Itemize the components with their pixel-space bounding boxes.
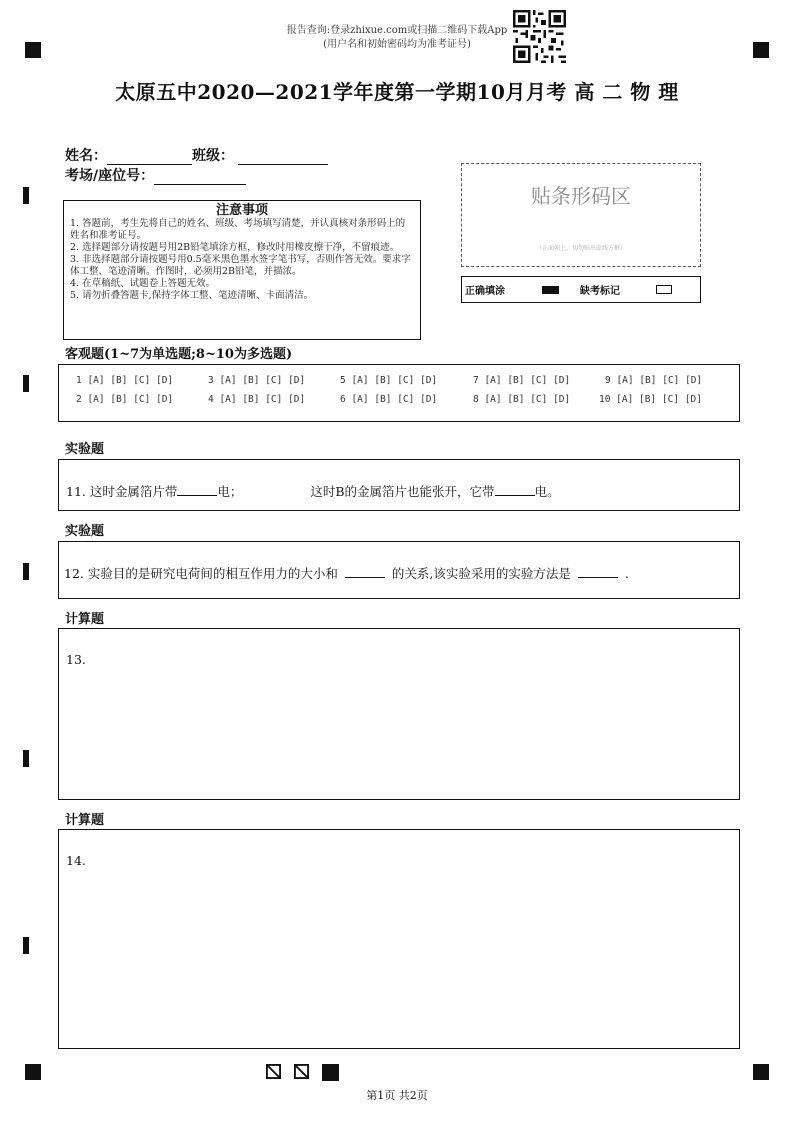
choice-q3[interactable]: 3 [A] [B] [C] [D] <box>208 375 306 386</box>
report-query-line2: (用户名和初始密码均为准考证号) <box>323 39 471 50</box>
page-title: 太原五中2020—2021学年度第一学期10月月考 高 二 物 理 <box>115 80 679 104</box>
timing-mark <box>23 563 29 580</box>
qr-code-icon <box>513 10 566 63</box>
choice-q2[interactable]: 2 [A] [B] [C] [D] <box>76 394 174 405</box>
notice-item: 4. 在草稿纸、试题卷上答题无效。 <box>70 278 216 289</box>
notice-item: 5. 请勿折叠答题卡,保持字体工整、笔迹清晰、卡面清洁。 <box>70 290 314 301</box>
page-number: 第1页 共2页 <box>366 1089 428 1102</box>
q11-section-label: 实验题 <box>65 442 105 457</box>
q11-text-part1: 11. 这时金属箔片带 <box>66 484 178 499</box>
q14-answer-box[interactable] <box>58 829 740 1049</box>
alignment-mark-bottom-left <box>25 1064 41 1080</box>
solid-square-icon <box>322 1064 339 1081</box>
choice-q6[interactable]: 6 [A] [B] [C] [D] <box>340 394 438 405</box>
class-label: 班级： <box>192 148 234 164</box>
name-label: 姓名： <box>65 148 107 164</box>
notice-item: 2. 选择题部分请按题号用2B铅笔填涂方框，修改时用橡皮擦干净，不留痕迹。 <box>70 242 400 253</box>
choice-q1[interactable]: 1 [A] [B] [C] [D] <box>76 375 174 386</box>
fill-legend <box>461 276 701 303</box>
q11-blank-1[interactable] <box>177 495 217 496</box>
room-seat-field[interactable] <box>154 170 246 185</box>
notice-item: 1. 答题前，考生先将自己的姓名、班级、考场填写清楚，并认真核对条形码上的姓名和准考证号。 <box>70 218 406 241</box>
timing-mark <box>23 750 29 767</box>
q11-text-part3: 这时B的金属箔片也能张开，它带 <box>310 484 495 499</box>
objective-section-label: 客观题(1~7为单选题;8~10为多选题) <box>65 347 293 362</box>
absent-box-checkbox[interactable] <box>656 285 672 294</box>
objective-answer-box <box>58 364 740 422</box>
barcode-area-hint: （正面朝上，切勿贴出虚线方框） <box>535 245 626 252</box>
q11-text-part2: 电； <box>217 484 243 499</box>
q11-text-part4: 电。 <box>534 484 560 499</box>
timing-mark <box>23 187 29 204</box>
name-field[interactable] <box>107 150 192 165</box>
hatched-square-icon <box>266 1064 281 1079</box>
absent-mark-label: 缺考标记 <box>580 286 620 297</box>
class-field[interactable] <box>238 150 328 165</box>
notice-box <box>63 200 421 340</box>
barcode-area <box>461 163 701 267</box>
correct-fill-label: 正确填涂 <box>465 286 505 297</box>
q12-blank-2[interactable] <box>578 577 618 578</box>
report-query-note <box>0 24 794 52</box>
choice-q5[interactable]: 5 [A] [B] [C] [D] <box>340 375 438 386</box>
timing-mark <box>23 937 29 954</box>
notice-item: 3. 非选择题部分请按题号用0.5毫米黑色墨水签字笔书写，否则作答无效。要求字体工整、笔迹清晰。作图时，必须用2B铅笔，并描浓。 <box>70 254 411 277</box>
room-seat-row <box>65 165 246 185</box>
choice-q10[interactable]: 10 [A] [B] [C] [D] <box>599 394 702 405</box>
q13-section-label: 计算题 <box>65 612 105 627</box>
q13-answer-box[interactable] <box>58 628 740 800</box>
filled-box-icon <box>542 286 559 294</box>
name-class-row <box>65 145 328 165</box>
q14-section-label: 计算题 <box>65 813 105 828</box>
q11-text <box>66 482 560 500</box>
q12-text-part1: 12. 实验目的是研究电荷间的相互作用力的大小和 <box>64 566 338 581</box>
room-seat-label: 考场/座位号： <box>65 168 155 184</box>
choice-q7[interactable]: 7 [A] [B] [C] [D] <box>473 375 571 386</box>
q12-text-part3: . <box>624 566 629 581</box>
report-query-line1: 报告查询:登录zhixue.com或扫描二维码下载App <box>286 25 508 36</box>
choice-q8[interactable]: 8 [A] [B] [C] [D] <box>473 394 571 405</box>
hatched-square-icon <box>294 1064 309 1079</box>
q12-text <box>64 564 629 582</box>
q14-number: 14. <box>66 853 86 868</box>
q12-section-label: 实验题 <box>65 524 105 539</box>
q12-text-part2: 的关系,该实验采用的实验方法是 <box>391 566 571 581</box>
notice-title: 注意事项 <box>215 203 268 218</box>
q13-number: 13. <box>66 652 86 667</box>
choice-q4[interactable]: 4 [A] [B] [C] [D] <box>208 394 306 405</box>
choice-q9[interactable]: 9 [A] [B] [C] [D] <box>605 375 703 386</box>
timing-mark <box>23 375 29 392</box>
alignment-mark-bottom-right <box>753 1064 769 1080</box>
barcode-area-label: 贴条形码区 <box>531 184 631 208</box>
q11-blank-2[interactable] <box>495 495 535 496</box>
q12-blank-1[interactable] <box>345 577 385 578</box>
